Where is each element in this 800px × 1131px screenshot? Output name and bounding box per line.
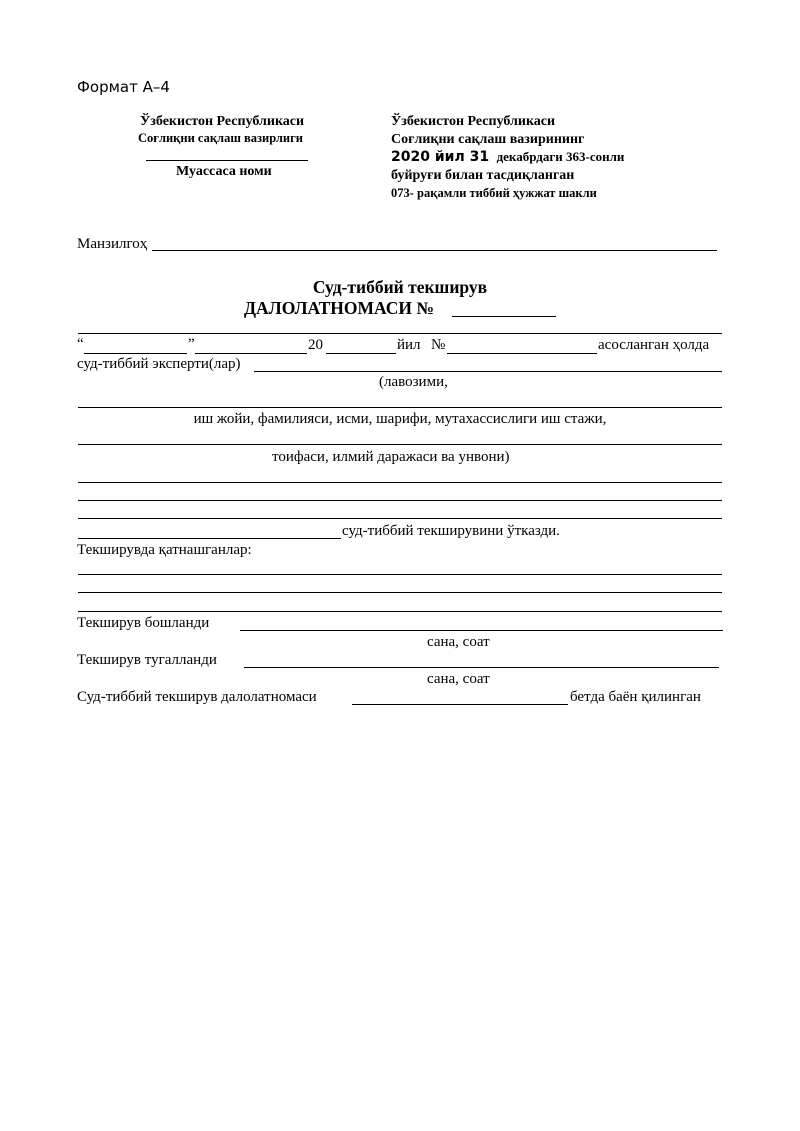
- form-line[interactable]: [78, 407, 722, 408]
- format-label: Формат А–4: [77, 78, 170, 96]
- right-header-minister: Соғлиқни сақлаш вазирининг: [391, 132, 585, 147]
- order-date: 2020 йил 31: [391, 149, 490, 165]
- year-prefix: 20: [308, 337, 323, 353]
- left-header-republic: Ўзбекистон Республикаси: [140, 114, 305, 129]
- experts-label: суд-тиббий эксперти(лар): [77, 356, 241, 372]
- started-label: Текширув бошланди: [77, 615, 210, 631]
- institution-name-line[interactable]: [146, 160, 308, 161]
- year-field[interactable]: [326, 353, 396, 354]
- day-field[interactable]: [84, 353, 187, 354]
- title-line1: Суд-тиббий текширув: [312, 277, 488, 297]
- right-header-approved: буйруғи билан тасдиқланган: [391, 168, 575, 183]
- order-number: декабрдаги 363-сонли: [496, 149, 625, 164]
- participants-label: Текширувда қатнашганлар:: [77, 542, 252, 558]
- participants-line[interactable]: [78, 611, 722, 612]
- address-field[interactable]: [152, 250, 717, 251]
- conducted-text: суд-тиббий текширувини ўтказди.: [342, 523, 560, 539]
- hint-position: (лавозими,: [379, 374, 448, 390]
- based-text: асосланган ҳолда: [598, 337, 710, 353]
- date-open-quote: “: [77, 336, 84, 352]
- datetime-hint-end: сана, соат: [427, 671, 490, 687]
- hint-category: тоифаси, илмий даражаси ва унвони): [272, 449, 510, 465]
- act-label: Суд-тиббий текширув далолатномаси: [77, 689, 317, 705]
- ended-field[interactable]: [244, 667, 719, 668]
- datetime-hint-start: сана, соат: [427, 634, 490, 650]
- date-close-quote: ”: [188, 336, 195, 352]
- form-line[interactable]: [78, 500, 722, 501]
- address-label: Манзилгоҳ: [77, 236, 148, 252]
- pages-field[interactable]: [352, 704, 568, 705]
- act-number-field[interactable]: [452, 316, 556, 317]
- form-line[interactable]: [78, 482, 722, 483]
- left-header-ministry: Соғлиқни сақлаш вазирлиги: [138, 131, 303, 145]
- pages-text: бетда баён қилинган: [570, 689, 701, 705]
- form-line[interactable]: [78, 518, 722, 519]
- experts-field[interactable]: [254, 371, 722, 372]
- institution-name-caption: Муассаса номи: [176, 164, 272, 179]
- year-suffix: йил: [397, 337, 421, 353]
- month-field[interactable]: [195, 353, 307, 354]
- hint-workplace: иш жойи, фамилияси, исми, шарифи, мутахассислиги иш стажи,: [193, 411, 607, 427]
- participants-line[interactable]: [78, 592, 722, 593]
- form-line[interactable]: [78, 444, 722, 445]
- conducted-field[interactable]: [78, 538, 341, 539]
- right-header-form-number: 073- рақамли тиббий ҳужжат шакли: [391, 186, 597, 200]
- form-line[interactable]: [78, 333, 722, 334]
- right-header-republic: Ўзбекистон Республикаси: [391, 114, 556, 129]
- participants-line[interactable]: [78, 574, 722, 575]
- ended-label: Текширув тугалланди: [77, 652, 217, 668]
- document-number-field[interactable]: [447, 353, 597, 354]
- started-field[interactable]: [240, 630, 723, 631]
- number-sign: №: [431, 337, 446, 353]
- title-line2: ДАЛОЛАТНОМАСИ №: [244, 298, 434, 318]
- right-header-order-line: [391, 149, 624, 166]
